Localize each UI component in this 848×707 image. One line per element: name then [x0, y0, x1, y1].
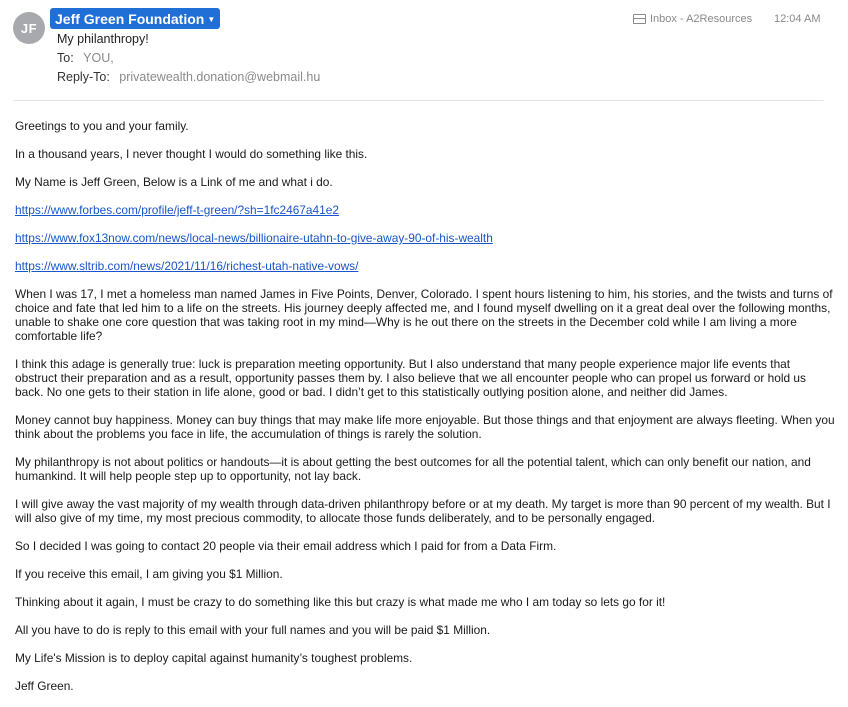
fox13-link[interactable]: https://www.fox13now.com/news/local-news/billionaire-utahn-to-give-away-90-of-his-wealth	[15, 231, 493, 245]
body-paragraph: All you have to do is reply to this email with your full names and you will be paid $1 Million.	[15, 623, 491, 637]
body-paragraph: My philanthropy is not about politics or handouts—it is about getting the best outcomes for all the potential talent, which can only benefit our nation, and humankind. It will help people step up to opportunity, not lay back.	[15, 455, 811, 483]
link-paragraph	[15, 259, 835, 273]
body-paragraph: I think this adage is generally true: luck is preparation meeting opportunity. But I also understand that many people experience major life events that obstruct their preparation and as a result, opportunity passes them by. I also believe that we all encounter people who can propel us forward or hold us back. No one gets to their station in life alone, good or bad. I didn’t get to this statistically outlying position alone, and neither did James.	[15, 357, 806, 399]
body-paragraph: If you receive this email, I am giving you $1 Million.	[15, 567, 283, 581]
message-body	[15, 119, 835, 707]
mailbox-indicator[interactable]	[633, 13, 752, 25]
to-label: To:	[57, 51, 74, 65]
sender-name: Jeff Green Foundation	[55, 10, 205, 27]
link-paragraph	[15, 203, 835, 217]
body-paragraph: When I was 17, I met a homeless man named James in Five Points, Denver, Colorado. I spent hours listening to him, his stories, and the twists and turns of choice and fate that led him to a life on the streets. His journey deeply affected me, and I found myself dwelling on it a great deal over the following months, unable to shake one core question that was taking root in my mind—Why is he out there on the streets in the December cold while I am living a more comfortable life?	[15, 287, 833, 343]
body-paragraph: Greetings to you and your family.	[15, 119, 189, 133]
body-paragraph: I will give away the vast majority of my wealth through data-driven philanthropy before or at my death. My target is more than 90 percent of my wealth. But I will also give of my time, my most precious commodity, to allocate those funds deliberately, and to be personally engaged.	[15, 497, 831, 525]
body-paragraph: Thinking about it again, I must be crazy to do something like this but crazy is what made me who I am today so lets go for it!	[15, 595, 666, 609]
forbes-link[interactable]: https://www.forbes.com/profile/jeff-t-green/?sh=1fc2467a41e2	[15, 203, 339, 217]
signature: Jeff Green.	[15, 679, 74, 693]
to-field	[57, 51, 114, 65]
chevron-down-icon: ▼	[207, 14, 216, 24]
body-paragraph: Money cannot buy happiness. Money can buy things that may make life more enjoyable. But those things and that enjoyment are always fleeting. When you think about the problems you face in life, the accumulation of things is rarely the solution.	[15, 413, 835, 441]
subject-line: My philanthropy!	[57, 32, 149, 46]
message-header	[0, 0, 848, 100]
sender-avatar[interactable]: JF	[13, 12, 45, 44]
body-paragraph: My Name is Jeff Green, Below is a Link of me and what i do.	[15, 175, 333, 189]
inbox-tray-icon	[633, 14, 646, 24]
reply-to-label: Reply-To:	[57, 70, 110, 84]
reply-to-field	[57, 70, 320, 84]
sender-name-button[interactable]	[50, 8, 220, 29]
sltrib-link[interactable]: https://www.sltrib.com/news/2021/11/16/richest-utah-native-vows/	[15, 259, 359, 273]
link-paragraph	[15, 231, 835, 245]
body-paragraph: So I decided I was going to contact 20 people via their email address which I paid for from a Data Firm.	[15, 539, 557, 553]
mailbox-label: Inbox - A2Resources	[650, 13, 753, 25]
message-time: 12:04 AM	[774, 13, 821, 25]
reply-to-value[interactable]: privatewealth.donation@webmail.hu	[119, 70, 321, 84]
header-divider	[13, 100, 823, 101]
body-paragraph: In a thousand years, I never thought I would do something like this.	[15, 147, 368, 161]
body-paragraph: My Life's Mission is to deploy capital against humanity’s toughest problems.	[15, 651, 413, 665]
to-value[interactable]: YOU,	[83, 51, 114, 65]
